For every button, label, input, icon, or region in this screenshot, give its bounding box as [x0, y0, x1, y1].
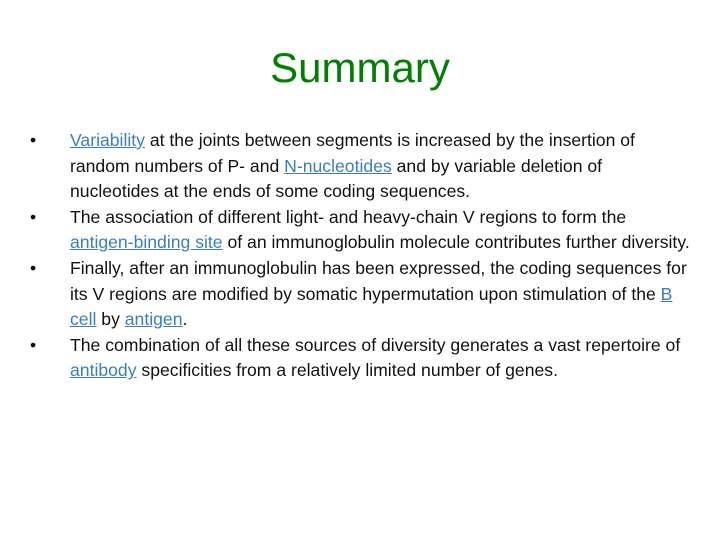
bullet-text: at the joints between segments is increased by the insertion of random numbers of P- and: [70, 130, 635, 176]
slide-title: Summary: [270, 44, 450, 91]
bullet-mark: •: [30, 130, 37, 150]
bullet-text: specificities from a relatively limited number of genes.: [136, 360, 558, 381]
bullet-item: [30, 333, 690, 384]
glossary-link[interactable]: antigen: [124, 309, 183, 330]
glossary-link[interactable]: antibody: [70, 360, 137, 381]
bullet-mark: •: [30, 206, 37, 227]
bullet-list: [30, 128, 690, 384]
glossary-link[interactable]: antigen-binding site: [70, 232, 223, 253]
bullet-mark: •: [30, 257, 37, 278]
glossary-link[interactable]: N-nucleotides: [284, 155, 392, 176]
bullet-text: The combination of all these sources of diversity generates a vast repertoire of: [70, 334, 681, 355]
bullet-item: [30, 128, 690, 205]
bullet-item: [30, 256, 690, 333]
bullet-text: .: [182, 309, 188, 330]
bullet-text: The association of different light- and heavy-chain V regions to form the: [70, 206, 627, 227]
bullet-text: Finally, after an immunoglobulin has been expressed, the coding sequences for its V regions are modified by somatic hypermutation upon stimulation of the: [70, 257, 687, 304]
bullet-text: and by variable deletion of nucleotides at the ends of some coding sequences.: [70, 155, 603, 202]
glossary-link[interactable]: Variability: [70, 130, 145, 150]
bullet-item: [30, 205, 690, 256]
glossary-link[interactable]: B cell: [70, 283, 673, 330]
bullet-text: by: [96, 309, 125, 330]
bullet-text: of an immunoglobulin molecule contributes further diversity.: [222, 232, 690, 253]
bullet-mark: •: [30, 334, 37, 355]
